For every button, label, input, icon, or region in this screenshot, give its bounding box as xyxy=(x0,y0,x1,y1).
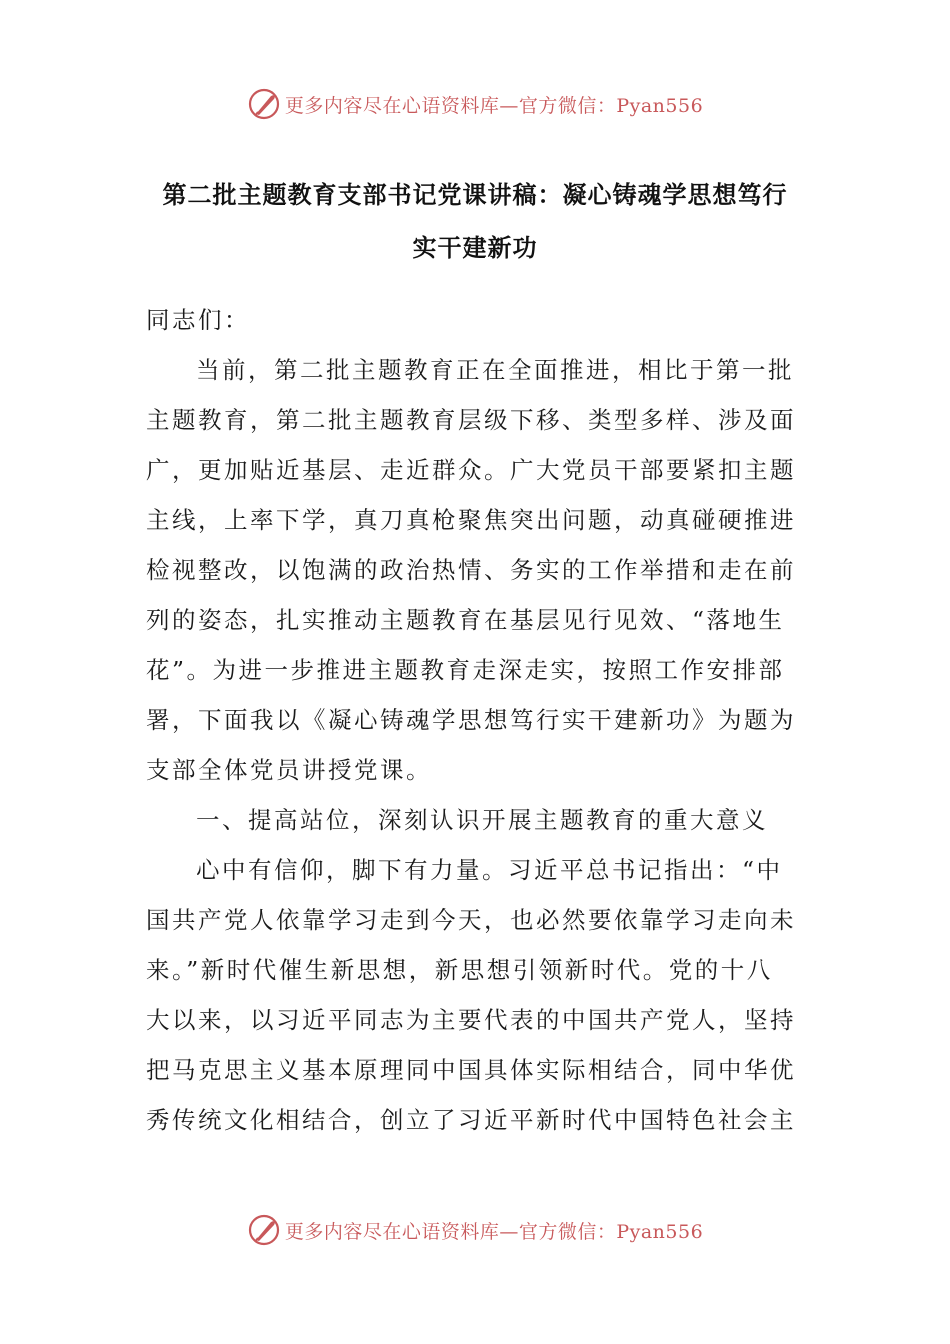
body-line: 心中有信仰，脚下有力量。习近平总书记指出：“中 xyxy=(196,856,783,884)
document-title-line-2: 实干建新功 xyxy=(412,234,538,262)
body-line: 广，更加贴近基层、走近群众。广大党员干部要紧扣主题 xyxy=(146,456,796,484)
watermark-text: 更多内容尽在心语资料库—官方微信：Pyan556 xyxy=(284,94,704,117)
body-line: 秀传统文化相结合，创立了习近平新时代中国特色社会主 xyxy=(146,1106,796,1134)
watermark-text: 更多内容尽在心语资料库—官方微信：Pyan556 xyxy=(284,1220,704,1243)
watermark-header xyxy=(0,82,950,126)
body-line: 花”。为进一步推进主题教育走深走实，按照工作安排部 xyxy=(146,656,785,684)
body-line: 来。”新时代催生新思想，新思想引领新时代。党的十八 xyxy=(146,956,773,984)
body-line: 主线，上率下学，真刀真枪聚焦突出问题，动真碰硬推进 xyxy=(146,506,796,534)
body-line: 列的姿态，扎实推动主题教育在基层见行见效、“落地生 xyxy=(146,606,785,634)
body-line: 支部全体党员讲授党课。 xyxy=(146,756,432,784)
body-line: 把马克思主义基本原理同中国具体实际相结合，同中华优 xyxy=(146,1056,796,1084)
watermark-footer xyxy=(0,1208,950,1252)
body-line: 署，下面我以《凝心铸魂学思想笃行实干建新功》为题为 xyxy=(146,706,796,734)
body-line: 国共产党人依靠学习走到今天，也必然要依靠学习走向未 xyxy=(146,906,796,934)
quill-logo-icon xyxy=(247,87,281,121)
body-line: 检视整改，以饱满的政治热情、务实的工作举措和走在前 xyxy=(146,556,796,584)
salutation: 同志们： xyxy=(146,306,250,334)
body-line: 当前，第二批主题教育正在全面推进，相比于第一批 xyxy=(196,356,794,384)
body-line: 大以来，以习近平同志为主要代表的中国共产党人，坚持 xyxy=(146,1006,796,1034)
section-heading: 一、提高站位，深刻认识开展主题教育的重大意义 xyxy=(196,806,768,834)
quill-logo-icon xyxy=(247,1213,281,1247)
document-title-line-1: 第二批主题教育支部书记党课讲稿：凝心铸魂学思想笃行 xyxy=(162,181,788,209)
body-line: 主题教育，第二批主题教育层级下移、类型多样、涉及面 xyxy=(146,406,796,434)
